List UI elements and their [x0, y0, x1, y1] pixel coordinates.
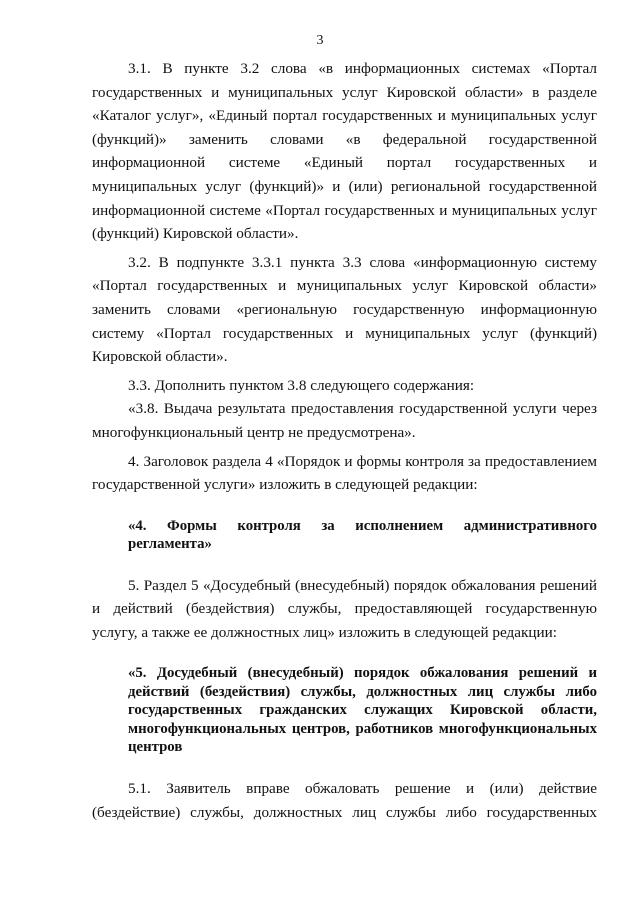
- paragraph-5-1: 5.1. Заявитель вправе обжаловать решение и (или) действие (бездействие) службы, должностных лиц службы либо государственных: [92, 779, 597, 821]
- section-4-heading: «4. Формы контроля за исполнением административного регламента»: [128, 517, 597, 553]
- page-number: 3: [316, 33, 324, 48]
- paragraph-3-3: 3.3. Дополнить пунктом 3.8 следующего содержания:: [128, 376, 475, 394]
- section-5-heading: «5. Досудебный (внесудебный) порядок обжалования решений и действий (бездействия) службы, должностных лиц службы либо государственных гражданских служащих Кировской области, многофункциональных центров, работников многофункциональных центров: [128, 665, 597, 756]
- paragraph-3-8-quote: «3.8. Выдача результата предоставления государственной услуги через многофункциональный центр не предусмотрена».: [92, 400, 597, 441]
- paragraph-5: 5. Раздел 5 «Досудебный (внесудебный) порядок обжалования решений и действий (бездействия) службы, предоставляющей государственную услугу, а также ее должностных лиц» изложить в следующей редакции:: [92, 576, 597, 641]
- paragraph-3-2: 3.2. В подпункте 3.3.1 пункта 3.3 слова «информационную систему «Портал государственных и муниципальных услуг Кировской области» заменить словами «региональную государственную информационную систему «Портал государственных и муниципальных услуг (функций) Кировской области».: [92, 253, 597, 366]
- paragraph-3-1: 3.1. В пункте 3.2 слова «в информационных системах «Портал государственных и муниципальных услуг Кировской области» в разделе «Каталог услуг», «Единый портал государственных и муниципальных услуг (функций)» заменить словами «в федеральной государственной информационной системе «Единый портал государственных и муниципальных услуг (функций)» и (или) региональной государственной информационной системе «Портал государственных и муниципальных услуг (функций) Кировской области».: [92, 60, 597, 243]
- paragraph-4: 4. Заголовок раздела 4 «Порядок и формы контроля за предоставлением государственной услуги» изложить в следующей редакции:: [92, 452, 597, 494]
- document-body: [92, 57, 597, 824]
